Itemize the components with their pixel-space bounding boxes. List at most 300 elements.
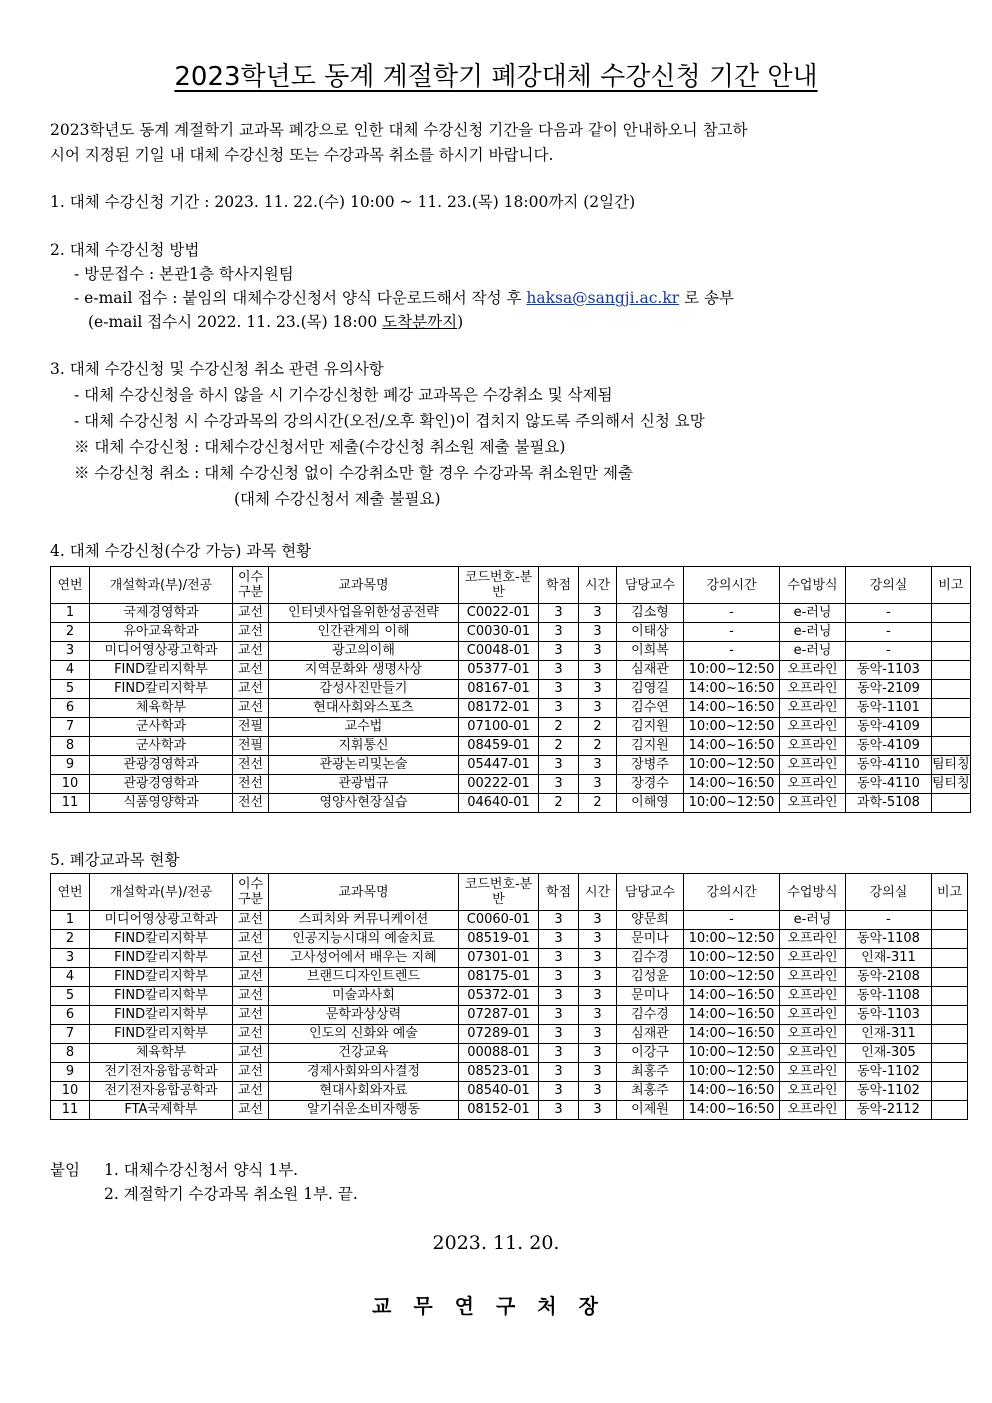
cell-time: 14:00~16:50: [684, 987, 780, 1006]
cell-time: -: [684, 604, 780, 623]
cell-prof: 문미나: [617, 930, 684, 949]
cell-course: 영양사현장실습: [269, 794, 459, 813]
cell-dept: FIND칼리지학부: [90, 1006, 233, 1025]
cell-hours: 3: [579, 1006, 617, 1025]
cell-prof: 김지원: [617, 718, 684, 737]
cell-dept: FIND칼리지학부: [90, 1025, 233, 1044]
cell-hours: 3: [579, 987, 617, 1006]
cell-no: 6: [51, 1006, 90, 1025]
section-1-period: 1. 대체 수강신청 기간 : 2023. 11. 22.(수) 10:00 ~ 11. 23.(목) 18:00까지 (2일간): [50, 193, 636, 211]
cell-course: 현대사회와자료: [269, 1082, 459, 1101]
cell-mode: e-러닝: [780, 642, 846, 661]
email-method-text: - e-mail 접수 : 붙임의 대체수강신청서 양식 다운로드해서 작성 후: [74, 289, 527, 307]
cell-dept: 국제경영학과: [90, 604, 233, 623]
cell-room: 동악-4109: [846, 737, 932, 756]
col-prof: 담당교수: [617, 567, 684, 604]
cell-room: 동악-1101: [846, 699, 932, 718]
cell-type: 교선: [233, 604, 269, 623]
cell-dept: FIND칼리지학부: [90, 968, 233, 987]
cell-prof: 이제원: [617, 1101, 684, 1120]
cell-dept: FIND칼리지학부: [90, 661, 233, 680]
cell-time: -: [684, 911, 780, 930]
cell-note: 팀티칭: [932, 756, 971, 775]
section-4-heading: 4. 대체 수강신청(수강 가능) 과목 현황: [50, 542, 312, 560]
cell-dept: 군사학과: [90, 718, 233, 737]
cell-prof: 이강구: [617, 1044, 684, 1063]
cell-time: 10:00~12:50: [684, 1063, 780, 1082]
cell-room: 동악-1102: [846, 1063, 932, 1082]
email-note-text: (e-mail 접수시 2022. 11. 23.(목) 18:00: [88, 313, 383, 331]
cell-time: 10:00~12:50: [684, 968, 780, 987]
cell-credit: 3: [539, 642, 579, 661]
cell-mode: 오프라인: [780, 794, 846, 813]
cell-no: 8: [51, 737, 90, 756]
email-method-suffix: 로 송부: [679, 289, 734, 307]
cell-no: 3: [51, 642, 90, 661]
col-type: 이수구분: [233, 567, 269, 604]
cell-mode: 오프라인: [780, 1063, 846, 1082]
cell-room: 인재-311: [846, 949, 932, 968]
cell-room: 동악-1102: [846, 1082, 932, 1101]
cell-mode: 오프라인: [780, 930, 846, 949]
cell-credit: 3: [539, 1006, 579, 1025]
table-row: [51, 604, 971, 623]
cell-prof: 심재관: [617, 1025, 684, 1044]
intro-line-1: 2023학년도 동계 계절학기 교과목 폐강으로 인한 대체 수강신청 기간을 다음과 같이 안내하오니 참고하: [50, 121, 748, 139]
cell-no: 6: [51, 699, 90, 718]
cell-code: C0022-01: [459, 604, 539, 623]
table-row: [51, 680, 971, 699]
cell-type: 교선: [233, 642, 269, 661]
cell-code: 07287-01: [459, 1006, 539, 1025]
cell-type: 교선: [233, 680, 269, 699]
email-deadline: 도착분까지: [382, 313, 458, 331]
cell-credit: 3: [539, 1025, 579, 1044]
cell-mode: 오프라인: [780, 1025, 846, 1044]
cell-course: 인도의 신화와 예술: [269, 1025, 459, 1044]
cell-mode: 오프라인: [780, 987, 846, 1006]
cell-mode: 오프라인: [780, 949, 846, 968]
cell-prof: 장경수: [617, 775, 684, 794]
cell-note: [932, 680, 971, 699]
col-type: 이수구분: [233, 874, 269, 911]
cell-mode: 오프라인: [780, 699, 846, 718]
table-row: [51, 699, 971, 718]
cell-time: 10:00~12:50: [684, 949, 780, 968]
col-room: 강의실: [846, 874, 932, 911]
cancelled-course-table: [50, 873, 968, 1120]
cell-room: 동악-2108: [846, 968, 932, 987]
table-body: [51, 604, 971, 813]
cell-no: 2: [51, 930, 90, 949]
cell-no: 3: [51, 949, 90, 968]
cell-note: [932, 661, 971, 680]
table-row: [51, 623, 971, 642]
cell-room: 과학-5108: [846, 794, 932, 813]
cell-type: 전필: [233, 718, 269, 737]
cell-dept: 군사학과: [90, 737, 233, 756]
col-credit: 학점: [539, 567, 579, 604]
cell-prof: 김수경: [617, 1006, 684, 1025]
cell-type: 교선: [233, 1006, 269, 1025]
cell-code: 05372-01: [459, 987, 539, 1006]
cell-hours: 2: [579, 794, 617, 813]
caution-item-1: - 대체 수강신청을 하시 않을 시 기수강신청한 폐강 교과목은 수강취소 및 삭제됨: [74, 386, 613, 404]
col-hours: 시간: [579, 874, 617, 911]
attachment-item-1: 1. 대체수강신청서 양식 1부.: [104, 1161, 299, 1179]
table-row: [51, 775, 971, 794]
cell-type: 교선: [233, 661, 269, 680]
cell-mode: e-러닝: [780, 911, 846, 930]
cell-note: [932, 794, 971, 813]
cell-prof: 문미나: [617, 987, 684, 1006]
cell-room: 동악-2112: [846, 1101, 932, 1120]
cell-time: 10:00~12:50: [684, 661, 780, 680]
cell-hours: 3: [579, 661, 617, 680]
cell-code: 08172-01: [459, 699, 539, 718]
cell-course: 미술과사회: [269, 987, 459, 1006]
cell-mode: 오프라인: [780, 737, 846, 756]
cell-no: 7: [51, 718, 90, 737]
cell-mode: 오프라인: [780, 680, 846, 699]
cell-hours: 3: [579, 756, 617, 775]
cell-note: [932, 642, 971, 661]
cell-hours: 3: [579, 1082, 617, 1101]
cell-type: 교선: [233, 1063, 269, 1082]
table-row: [51, 911, 968, 930]
cell-no: 4: [51, 968, 90, 987]
col-dept: 개설학과(부)/전공: [90, 567, 233, 604]
cell-no: 10: [51, 1082, 90, 1101]
col-note: 비고: [932, 567, 971, 604]
cell-credit: 3: [539, 661, 579, 680]
cell-dept: 관광경영학과: [90, 775, 233, 794]
cell-course: 알기쉬운소비자행동: [269, 1101, 459, 1120]
cell-dept: 미디어영상광고학과: [90, 642, 233, 661]
cell-room: -: [846, 911, 932, 930]
cell-note: [932, 718, 971, 737]
table-header-row: [51, 874, 968, 911]
cell-credit: 3: [539, 775, 579, 794]
cell-type: 교선: [233, 968, 269, 987]
col-course: 교과목명: [269, 874, 459, 911]
col-code: 코드번호-분반: [459, 567, 539, 604]
cell-code: 00222-01: [459, 775, 539, 794]
caution-note-2b: (대체 수강신청서 제출 불필요): [234, 490, 441, 508]
cell-note: [932, 699, 971, 718]
cell-note: [932, 604, 971, 623]
cell-hours: 3: [579, 1063, 617, 1082]
attachments-label: 붙임: [50, 1161, 80, 1179]
cell-course: 교수법: [269, 718, 459, 737]
cell-type: 전선: [233, 775, 269, 794]
cell-hours: 3: [579, 775, 617, 794]
cell-note: [932, 1044, 968, 1063]
table-row: [51, 718, 971, 737]
cell-prof: 김수경: [617, 949, 684, 968]
cell-time: 14:00~16:50: [684, 699, 780, 718]
cell-dept: FIND칼리지학부: [90, 930, 233, 949]
cell-hours: 3: [579, 1025, 617, 1044]
cell-hours: 3: [579, 642, 617, 661]
section-3-heading: 3. 대체 수강신청 및 수강신청 취소 관련 유의사항: [50, 360, 384, 378]
table-row: [51, 794, 971, 813]
cell-course: 인간관계의 이해: [269, 623, 459, 642]
cell-dept: 체육학부: [90, 699, 233, 718]
cell-prof: 이태상: [617, 623, 684, 642]
col-room: 강의실: [846, 567, 932, 604]
cell-mode: 오프라인: [780, 775, 846, 794]
cell-note: [932, 987, 968, 1006]
cell-code: 05447-01: [459, 756, 539, 775]
cell-course: 현대사회와스포츠: [269, 699, 459, 718]
cell-course: 스피치와 커뮤니케이션: [269, 911, 459, 930]
cell-no: 9: [51, 756, 90, 775]
cell-course: 문학과상상력: [269, 1006, 459, 1025]
cell-prof: 최홍주: [617, 1082, 684, 1101]
cell-code: 08519-01: [459, 930, 539, 949]
cell-mode: 오프라인: [780, 1101, 846, 1120]
cell-credit: 3: [539, 604, 579, 623]
cell-note: [932, 1025, 968, 1044]
table-row: [51, 1063, 968, 1082]
cell-type: 교선: [233, 949, 269, 968]
cell-prof: 심재관: [617, 661, 684, 680]
cell-no: 9: [51, 1063, 90, 1082]
cell-type: 전필: [233, 737, 269, 756]
cell-course: 관광논리및논술: [269, 756, 459, 775]
cell-code: 08167-01: [459, 680, 539, 699]
table-row: [51, 1044, 968, 1063]
cell-time: 10:00~12:50: [684, 718, 780, 737]
table-row: [51, 1101, 968, 1120]
cell-credit: 3: [539, 949, 579, 968]
cell-prof: 장병주: [617, 756, 684, 775]
cell-code: 08459-01: [459, 737, 539, 756]
email-note-close: ): [457, 313, 464, 331]
cell-dept: FTA국제학부: [90, 1101, 233, 1120]
col-no: 연번: [51, 874, 90, 911]
caution-item-2: - 대체 수강신청 시 수강과목의 강의시간(오전/오후 확인)이 겹치지 않도록 주의해서 신청 요망: [74, 412, 705, 430]
cell-note: [932, 623, 971, 642]
cell-course: 광고의이해: [269, 642, 459, 661]
cell-note: [932, 968, 968, 987]
col-note: 비고: [932, 874, 968, 911]
cell-time: 10:00~12:50: [684, 930, 780, 949]
cell-dept: 식품영양학과: [90, 794, 233, 813]
cell-hours: 3: [579, 623, 617, 642]
col-mode: 수업방식: [780, 567, 846, 604]
cell-type: 전선: [233, 756, 269, 775]
cell-prof: 김지원: [617, 737, 684, 756]
table-row: [51, 968, 968, 987]
cell-no: 8: [51, 1044, 90, 1063]
cell-code: 05377-01: [459, 661, 539, 680]
cell-no: 10: [51, 775, 90, 794]
cell-credit: 3: [539, 680, 579, 699]
cell-prof: 양문희: [617, 911, 684, 930]
cell-note: [932, 1101, 968, 1120]
cell-dept: FIND칼리지학부: [90, 680, 233, 699]
cell-dept: 전기전자융합공학과: [90, 1082, 233, 1101]
col-time: 강의시간: [684, 874, 780, 911]
cell-mode: 오프라인: [780, 968, 846, 987]
cell-credit: 3: [539, 968, 579, 987]
cell-note: [932, 911, 968, 930]
col-mode: 수업방식: [780, 874, 846, 911]
cell-mode: 오프라인: [780, 1006, 846, 1025]
cell-no: 5: [51, 987, 90, 1006]
cell-time: 14:00~16:50: [684, 1006, 780, 1025]
table-header-row: [51, 567, 971, 604]
cell-prof: 김소형: [617, 604, 684, 623]
table-body: [51, 911, 968, 1120]
cell-no: 11: [51, 1101, 90, 1120]
cell-mode: 오프라인: [780, 756, 846, 775]
signature: 교무연구처장: [372, 1294, 620, 1318]
cell-room: 동악-4109: [846, 718, 932, 737]
cell-type: 교선: [233, 1044, 269, 1063]
cell-hours: 3: [579, 680, 617, 699]
col-hours: 시간: [579, 567, 617, 604]
page-title: 2023학년도 동계 계절학기 폐강대체 수강신청 기간 안내: [174, 62, 818, 92]
cell-credit: 3: [539, 623, 579, 642]
cell-mode: e-러닝: [780, 623, 846, 642]
cell-credit: 3: [539, 1101, 579, 1120]
cell-prof: 김영길: [617, 680, 684, 699]
cell-time: 14:00~16:50: [684, 1101, 780, 1120]
cell-code: C0048-01: [459, 642, 539, 661]
cell-credit: 3: [539, 987, 579, 1006]
cell-no: 7: [51, 1025, 90, 1044]
cell-room: -: [846, 604, 932, 623]
cell-prof: 이희복: [617, 642, 684, 661]
cell-time: 10:00~12:50: [684, 1044, 780, 1063]
caution-note-1: ※ 대체 수강신청 : 대체수강신청서만 제출(수강신청 취소원 제출 불필요): [74, 438, 566, 456]
cell-no: 11: [51, 794, 90, 813]
table-row: [51, 1006, 968, 1025]
cell-room: 동악-1103: [846, 661, 932, 680]
cell-hours: 3: [579, 1101, 617, 1120]
cell-time: 14:00~16:50: [684, 680, 780, 699]
cell-credit: 3: [539, 1082, 579, 1101]
table-row: [51, 737, 971, 756]
cell-type: 교선: [233, 1082, 269, 1101]
cell-credit: 3: [539, 699, 579, 718]
cell-course: 고사성어에서 배우는 지혜: [269, 949, 459, 968]
cell-room: 동악-4110: [846, 775, 932, 794]
cell-room: -: [846, 642, 932, 661]
cell-note: [932, 949, 968, 968]
cell-mode: 오프라인: [780, 718, 846, 737]
col-credit: 학점: [539, 874, 579, 911]
cell-time: -: [684, 642, 780, 661]
attachment-item-2: 2. 계절학기 수강과목 취소원 1부. 끝.: [104, 1185, 358, 1203]
cell-room: 동악-1108: [846, 987, 932, 1006]
cell-note: [932, 1082, 968, 1101]
cell-time: 10:00~12:50: [684, 756, 780, 775]
cell-note: [932, 737, 971, 756]
cell-code: C0060-01: [459, 911, 539, 930]
cell-code: 08152-01: [459, 1101, 539, 1120]
table-row: [51, 1025, 968, 1044]
cell-room: 인재-311: [846, 1025, 932, 1044]
cell-code: 08540-01: [459, 1082, 539, 1101]
cell-hours: 2: [579, 718, 617, 737]
cell-course: 브랜드디자인트렌드: [269, 968, 459, 987]
cell-hours: 3: [579, 604, 617, 623]
cell-mode: 오프라인: [780, 661, 846, 680]
cell-room: 인재-305: [846, 1044, 932, 1063]
col-no: 연번: [51, 567, 90, 604]
cell-hours: 3: [579, 949, 617, 968]
section-2-heading: 2. 대체 수강신청 방법: [50, 241, 200, 259]
cell-course: 인공지능시대의 예술치료: [269, 930, 459, 949]
cell-room: 동악-4110: [846, 756, 932, 775]
table-row: [51, 987, 968, 1006]
cell-course: 관광법규: [269, 775, 459, 794]
col-dept: 개설학과(부)/전공: [90, 874, 233, 911]
cell-room: -: [846, 623, 932, 642]
cell-code: C0030-01: [459, 623, 539, 642]
table-row: [51, 1082, 968, 1101]
table-row: [51, 756, 971, 775]
cell-credit: 3: [539, 930, 579, 949]
cell-no: 1: [51, 604, 90, 623]
cell-dept: FIND칼리지학부: [90, 949, 233, 968]
cell-type: 교선: [233, 623, 269, 642]
cell-hours: 3: [579, 911, 617, 930]
cell-credit: 2: [539, 737, 579, 756]
cell-prof: 김수연: [617, 699, 684, 718]
cell-type: 교선: [233, 699, 269, 718]
col-time: 강의시간: [684, 567, 780, 604]
cell-prof: 이해영: [617, 794, 684, 813]
table-row: [51, 661, 971, 680]
cell-no: 4: [51, 661, 90, 680]
cell-dept: 미디어영상광고학과: [90, 911, 233, 930]
email-link[interactable]: haksa@sangji.ac.kr: [526, 289, 680, 307]
table-row: [51, 930, 968, 949]
cell-hours: 3: [579, 930, 617, 949]
cell-note: [932, 930, 968, 949]
cell-credit: 2: [539, 718, 579, 737]
cell-dept: 전기전자융합공학과: [90, 1063, 233, 1082]
cell-type: 교선: [233, 911, 269, 930]
cell-hours: 3: [579, 968, 617, 987]
cell-code: 08523-01: [459, 1063, 539, 1082]
cell-time: 14:00~16:50: [684, 737, 780, 756]
table-row: [51, 642, 971, 661]
cell-no: 5: [51, 680, 90, 699]
cell-type: 교선: [233, 930, 269, 949]
cell-room: 동악-1108: [846, 930, 932, 949]
cell-hours: 3: [579, 1044, 617, 1063]
cell-credit: 3: [539, 1063, 579, 1082]
email-method: [74, 286, 734, 308]
cell-course: 인터넷사업을위한성공전략: [269, 604, 459, 623]
cell-mode: 오프라인: [780, 1082, 846, 1101]
cell-no: 2: [51, 623, 90, 642]
cell-no: 1: [51, 911, 90, 930]
cell-course: 지역문화와 생명사상: [269, 661, 459, 680]
cell-credit: 3: [539, 1044, 579, 1063]
cell-code: 08175-01: [459, 968, 539, 987]
col-prof: 담당교수: [617, 874, 684, 911]
cell-time: 10:00~12:50: [684, 794, 780, 813]
cell-type: 전선: [233, 794, 269, 813]
cell-mode: 오프라인: [780, 1044, 846, 1063]
